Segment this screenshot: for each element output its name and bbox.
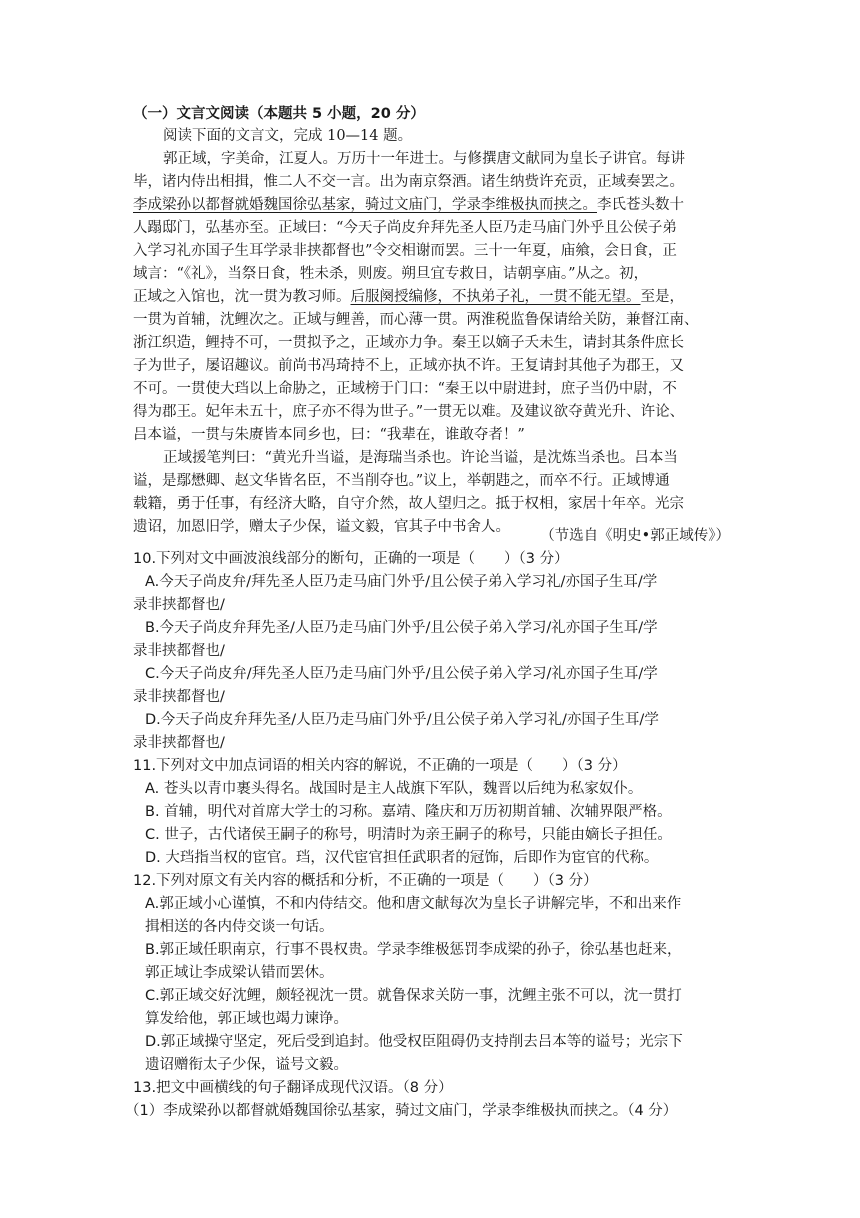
q12-option-d-cont: 遗诏赠衔太子少保，谥号文毅。 [145,1057,348,1073]
q10-option-b-cont: 录非挟都督也/ [133,643,225,659]
q10-option-c: C.今天子尚皮弁/拜先圣人臣乃走马庙门外乎/且公侯子弟入学习/礼亦国子生耳/学 [145,666,658,682]
q11-option-c: C. 世子，古代诸侯王嗣子的称号，明清时为亲王嗣子的称号，只能由嫡长子担任。 [145,827,672,843]
q13-subquestion-1: （1）李成梁孙以都督就婚魏国徐弘基家，骑过文庙门，学录李维极执而挟之。（4 分） [125,1103,678,1119]
passage-line: 郭正域，字美命，江夏人。万历十一年进士。与修撰唐文献同为皇长子讲官。每讲 [163,151,685,167]
question-10-stem: 10.下列对文中画波浪线部分的断句，正确的一项是（ ）（3 分） [133,551,569,567]
passage-text: 正域之入馆也，沈一贯为教习师。 [133,289,351,305]
passage-line [133,195,684,215]
q12-option-b: B.郭正域任职南京，行事不畏权贵。学录李维极惩罚李成梁的孙子，徐弘基也赶来， [145,942,682,958]
passage-line: 子为世子，屡诏趣议。前尚书冯琦持不上，正域亦执不许。王复请封其他子为郡王，又 [133,358,684,374]
q10-option-a: A.今天子尚皮弁/拜先圣人臣乃走马庙门外乎/且公侯子弟入学习礼/亦国子生耳/学 [145,574,658,590]
q11-option-b: B. 首辅，明代对首席大学士的习称。嘉靖、隆庆和万历初期首辅、次辅界限严格。 [145,804,672,820]
passage-text: 李氏苍头数十 [597,197,684,213]
passage-line: 谥，是鄢懋卿、赵文华皆名臣，不当削夺也。”议上，举朝韪之，而卒不行。正域博通 [133,473,670,489]
passage-line: 遗诏，加恩旧学，赠太子少保，谥文毅，官其子中书舍人。 [133,519,510,535]
q10-option-d: D.今天子尚皮弁拜先圣/人臣乃走马庙门外乎/且公侯子弟入学习礼/亦国子生耳/学 [145,712,659,728]
instruction: 阅读下面的文言文，完成 10—14 题。 [163,128,413,144]
question-12-stem: 12.下列对原文有关内容的概括和分析，不正确的一项是（ ）（3 分） [133,873,598,889]
q10-option-d-cont: 录非挟都督也/ [133,735,225,751]
section-title: （一）文言文阅读（本题共 5 小题，20 分） [133,106,425,122]
underlined-sentence-2: 后服阕授编修，不执弟子礼，一贯不能无望。 [350,289,641,305]
question-11-stem: 11.下列对文中加点词语的相关内容的解说，不正确的一项是（ ）（3 分） [133,758,627,774]
passage-line: 吕本谥，一贯与朱赓皆本同乡也，曰：“我辈在，谁敢夺者！” [133,427,525,443]
q11-option-a: A. 苍头以青巾裹头得名。战国时是主人战旗下军队，魏晋以后纯为私家奴仆。 [145,781,643,797]
passage-text: 至是， [640,289,684,305]
passage-line: 域言：“《礼》，当祭日食，牲未杀，则废。朔旦宜专救日，诘朝享庙。”从之。初， [133,266,649,282]
passage-line: 入学习礼亦国子生耳学录非挟都督也”令交相谢而罢。三十一年夏，庙飨，会日食，正 [133,243,677,259]
q10-option-c-cont: 录非挟都督也/ [133,689,225,705]
q10-option-a-cont: 录非挟都督也/ [133,597,225,613]
underlined-sentence-1: 李成梁孙以都督就婚魏国徐弘基家，骑过文庙门，学录李维极执而挟之。 [133,197,597,213]
passage-line: 一贯为首辅，沈鲤次之。正域与鲤善，而心薄一贯。两淮税监鲁保请给关防，兼督江南、 [133,312,699,328]
passage-line: 得为郡王。妃年未五十，庶子亦不得为世子。”一贯无以难。及建议欲夺黄光升、许论、 [133,404,685,420]
q10-option-b: B.今天子尚皮弁拜先圣/人臣乃走马庙门外乎/且公侯子弟入学习/礼亦国子生耳/学 [145,620,658,636]
source-citation: （节选自《明史•郭正域传》） [540,528,730,544]
passage-line: 人蹋邸门，弘基亦至。正域曰：“今天子尚皮弁拜先圣人臣乃走马庙门外乎且公侯子弟 [133,220,677,236]
passage-line: 正域援笔判曰：“黄光升当谥，是海瑞当杀也。许论当谥，是沈炼当杀也。吕本当 [163,450,678,466]
q11-option-d: D. 大珰指当权的宦官。珰，汉代宦官担任武职者的冠饰，后即作为宦官的代称。 [145,850,659,866]
q12-option-d: D.郭正域操守坚定，死后受到追封。他受权臣阻碍仍支持削去吕本等的谥号；光宗下 [145,1034,683,1050]
q12-option-a: A.郭正域小心谨慎，不和内侍结交。他和唐文献每次为皇长子讲解完毕，不和出来作 [145,896,682,912]
q12-option-a-cont: 揖相送的各内侍交谈一句话。 [145,919,334,935]
q12-option-c: C.郭正域交好沈鲤，颇轻视沈一贯。就鲁保求关防一事，沈鲤主张不可以，沈一贯打 [145,988,682,1004]
passage-line: 不可。一贯使大珰以上命胁之，正域榜于门口：“秦王以中尉进封，庶子当仍中尉，不 [133,381,677,397]
q12-option-b-cont: 郭正域让李成梁认错而罢休。 [145,965,334,981]
passage-line: 浙江织造，鲤持不可，一贯拟予之，正域亦力争。秦王以嫡子夭未生，请封其条件庶长 [133,335,684,351]
passage-line: 毕，诸内侍出相揖，惟二人不交一言。出为南京祭酒。诸生纳赀许充贡，正域奏罢之。 [133,174,684,190]
q12-option-c-cont: 算发给他，郭正域也竭力谏诤。 [145,1011,348,1027]
passage-line [133,287,684,307]
passage-line: 载籍，勇于任事，有经济大略，自守介然，故人望归之。抵于权相，家居十年卒。光宗 [133,496,684,512]
question-13-stem: 13.把文中画横线的句子翻译成现代汉语。（8 分） [133,1080,453,1096]
